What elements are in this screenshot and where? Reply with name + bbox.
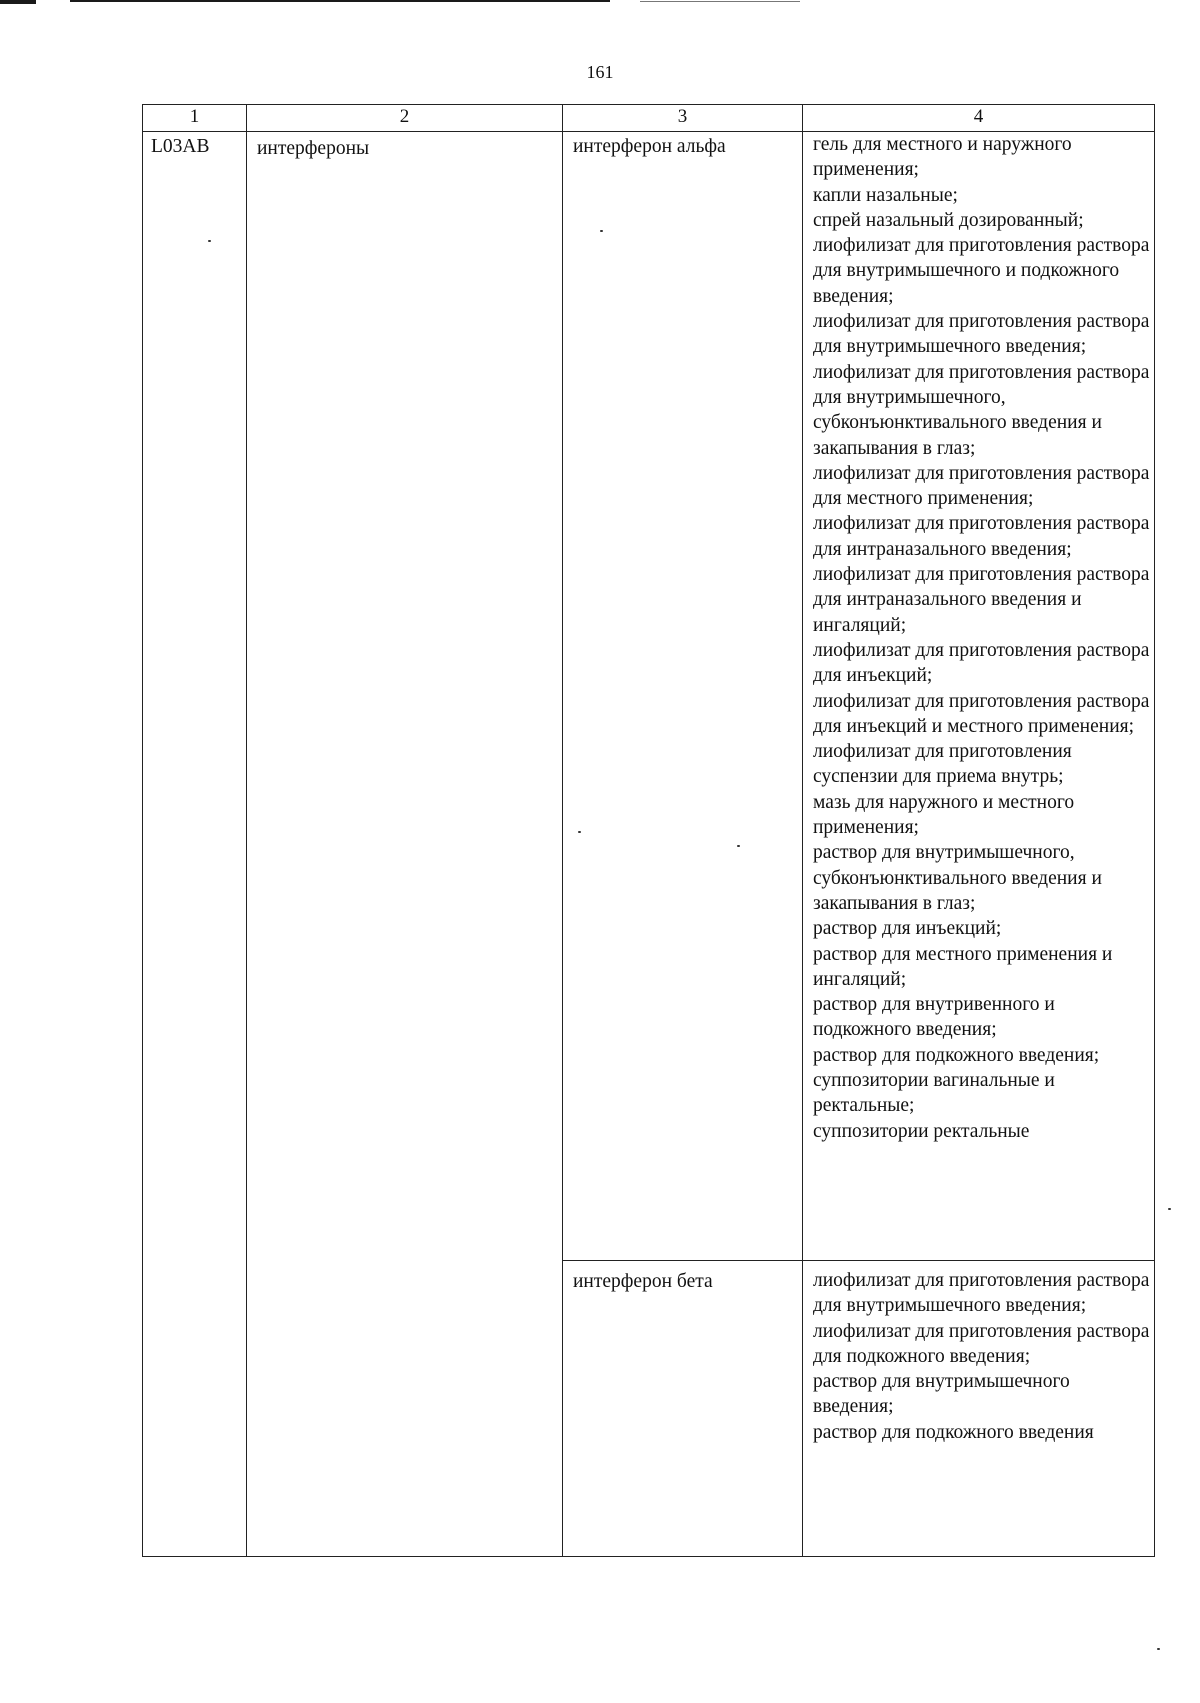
dosage-form: лиофилизат для приготовления раствора для интраназального введения и ингаляций; (813, 564, 1150, 636)
dosage-form: раствор для внутримышечного введения; (813, 1371, 1070, 1418)
dosage-form: капли назальные; (813, 184, 958, 206)
scan-speck (1168, 1208, 1171, 1210)
dosage-form: лиофилизат для приготовления раствора для интраназального введения; (813, 513, 1150, 560)
dosage-form: суппозитории ректальные (813, 1120, 1030, 1142)
dosage-forms-list (813, 132, 1150, 1144)
scan-speck (1157, 1648, 1160, 1650)
dosage-forms-list (813, 1268, 1150, 1445)
header-col-3: 3 (563, 105, 803, 132)
header-col-1: 1 (143, 105, 247, 132)
table-header-row (143, 105, 1155, 132)
dosage-form: лиофилизат для приготовления раствора для инъекций; (813, 639, 1150, 687)
atc-code-cell (143, 132, 247, 1557)
dosage-form: раствор для внутривенного и подкожного введения; (813, 994, 1055, 1041)
dosage-form: спрей назальный дозированный; (813, 209, 1084, 231)
dosage-form: лиофилизат для приготовления раствора для инъекций и местного применения; (813, 690, 1150, 737)
table-row (143, 132, 1155, 1261)
dosage-form: суппозитории вагинальные и ректальные; (813, 1069, 1055, 1117)
dosage-form: раствор для местного применения и ингаляций; (813, 943, 1113, 990)
dosage-form: лиофилизат для приготовления раствора для внутримышечного введения; (813, 311, 1150, 358)
drug-name-cell (563, 1261, 803, 1557)
atc-code: L03AB (151, 136, 210, 157)
header-col-4: 4 (803, 105, 1155, 132)
dosage-form: лиофилизат для приготовления раствора для внутримышечного и подкожного введения; (813, 235, 1150, 307)
scan-edge-line (70, 0, 610, 2)
dosage-forms-cell (803, 1261, 1155, 1557)
scan-speck (600, 230, 603, 232)
dosage-form: лиофилизат для приготовления раствора для местного применения; (813, 462, 1150, 510)
dosage-form: мазь для наружного и местного применения; (813, 791, 1075, 839)
dosage-form: лиофилизат для приготовления суспензии для приема внутрь; (813, 741, 1072, 788)
dosage-form: гель для местного и наружного применения; (813, 134, 1072, 181)
scan-edge-mark (0, 0, 36, 4)
drug-name: интерферон бета (573, 1271, 713, 1292)
scan-speck (578, 831, 581, 833)
dosage-form: лиофилизат для приготовления раствора для подкожного введения; (813, 1320, 1150, 1367)
scan-speck (208, 240, 211, 242)
scan-speck (737, 845, 740, 847)
dosage-form: раствор для внутримышечного, субконъюнктивального введения и закапывания в глаз; (813, 842, 1102, 914)
drug-name: интерферон альфа (573, 136, 726, 157)
drug-name-cell (563, 132, 803, 1261)
dosage-forms-cell (803, 132, 1155, 1261)
dosage-form: раствор для инъекций; (813, 918, 1002, 940)
header-col-2: 2 (247, 105, 563, 132)
dosage-form: лиофилизат для приготовления раствора для внутримышечного, субконъюнктивального введения и закапывания в глаз; (813, 361, 1150, 459)
dosage-form: лиофилизат для приготовления раствора для внутримышечного введения; (813, 1270, 1150, 1317)
drug-group: интерфероны (257, 138, 370, 159)
scan-edge-line-faint (640, 1, 800, 2)
medication-table (142, 104, 1155, 1557)
drug-group-cell (247, 132, 563, 1557)
page-number: 161 (586, 62, 614, 82)
dosage-form: раствор для подкожного введения; (813, 1044, 1100, 1066)
dosage-form: раствор для подкожного введения (813, 1421, 1094, 1443)
